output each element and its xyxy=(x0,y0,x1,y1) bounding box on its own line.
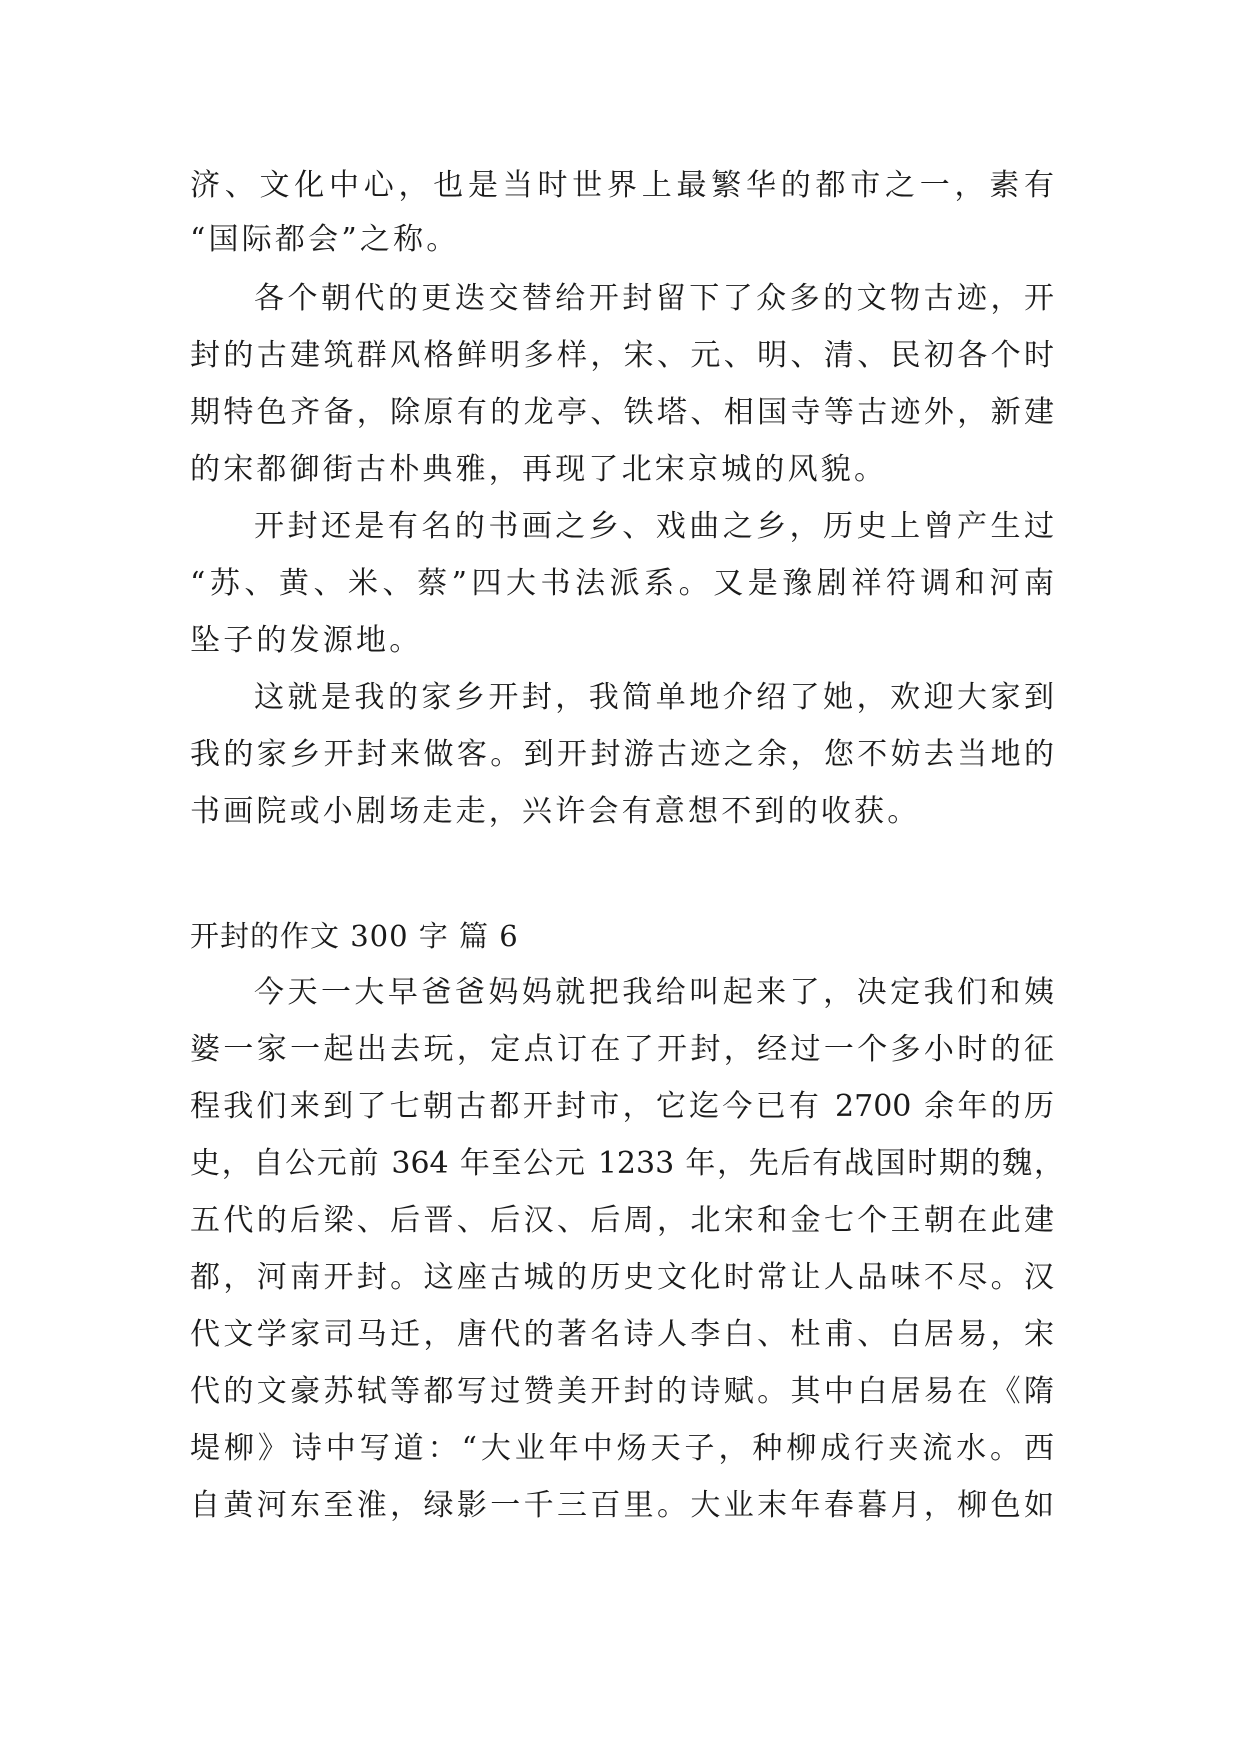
paragraph-line: 代的文豪苏轼等都写过赞美开封的诗赋。其中白居易在《隋 xyxy=(190,1374,1054,1409)
paragraph-line: “国际都会”之称。 xyxy=(190,222,460,257)
paragraph-line: 济、文化中心，也是当时世界上最繁华的都市之一，素有 xyxy=(190,168,1054,203)
paragraph-line: 这就是我的家乡开封，我简单地介绍了她，欢迎大家到 xyxy=(254,680,1054,715)
paragraph-line: 自黄河东至淮，绿影一千三百里。大业末年春暮月，柳色如 xyxy=(190,1488,1054,1523)
paragraph-line: 坠子的发源地。 xyxy=(190,623,423,658)
paragraph-line: 婆一家一起出去玩，定点订在了开封，经过一个多小时的征 xyxy=(190,1032,1054,1067)
paragraph-line: 的宋都御街古朴典雅，再现了北宋京城的风貌。 xyxy=(190,452,888,487)
paragraph-line: 史，自公元前 364 年至公元 1233 年，先后有战国时期的魏， xyxy=(190,1146,1064,1181)
paragraph-line: 代文学家司马迁，唐代的著名诗人李白、杜甫、白居易，宋 xyxy=(190,1317,1054,1352)
paragraph-line: 程我们来到了七朝古都开封市，它迄今已有 2700 余年的历 xyxy=(190,1089,1054,1124)
paragraph-line: 封的古建筑群风格鲜明多样，宋、元、明、清、民初各个时 xyxy=(190,338,1054,373)
paragraph-line: 我的家乡开封来做客。到开封游古迹之余，您不妨去当地的 xyxy=(190,737,1054,772)
paragraph-line: “苏、黄、米、蔡”四大书法派系。又是豫剧祥符调和河南 xyxy=(190,566,1054,601)
paragraph-line: 堤柳》诗中写道：“大业年中炀天子，种柳成行夹流水。西 xyxy=(190,1431,1054,1466)
section-heading: 开封的作文 300 字 篇 6 xyxy=(190,919,519,953)
paragraph-line: 今天一大早爸爸妈妈就把我给叫起来了，决定我们和姨 xyxy=(254,975,1054,1010)
paragraph-line: 书画院或小剧场走走，兴许会有意想不到的收获。 xyxy=(190,794,921,829)
paragraph-line: 五代的后梁、后晋、后汉、后周，北宋和金七个王朝在此建 xyxy=(190,1203,1054,1238)
paragraph-line: 都，河南开封。这座古城的历史文化时常让人品味不尽。汉 xyxy=(190,1260,1054,1295)
paragraph-line: 开封还是有名的书画之乡、戏曲之乡，历史上曾产生过 xyxy=(254,509,1054,544)
paragraph-line: 各个朝代的更迭交替给开封留下了众多的文物古迹，开 xyxy=(254,281,1054,316)
paragraph-line: 期特色齐备，除原有的龙亭、铁塔、相国寺等古迹外，新建 xyxy=(190,395,1054,430)
